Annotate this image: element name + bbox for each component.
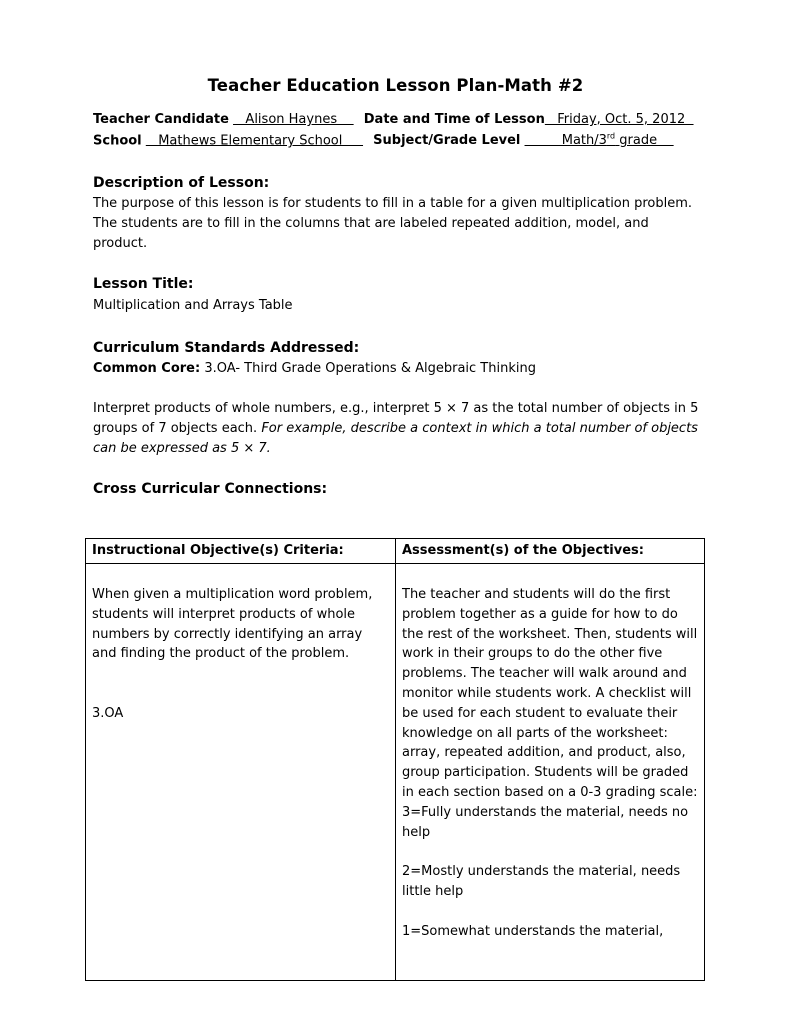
document-title: Teacher Education Lesson Plan-Math #2 <box>207 76 584 95</box>
assessment-header: Assessment(s) of the Objectives: <box>396 539 705 564</box>
objectives-table <box>85 538 705 981</box>
grade-ordinal-suffix: rd <box>606 132 616 141</box>
lesson-title-text: Multiplication and Arrays Table <box>93 298 293 313</box>
objective-text: When given a multiplication word problem, students will interpret products of whole numbers by correctly identifying an array and finding the product of the problem. <box>92 587 373 662</box>
interpret-example: For example, describe a context in which a total number of objects can be expressed as 5 × 7. <box>93 420 698 456</box>
objectives-body-row <box>86 564 705 981</box>
description-text: The purpose of this lesson is for students to fill in a table for a given multiplication problem. The students are to fill in the columns that are labeled repeated addition, model, and product. <box>93 196 693 251</box>
objectives-header-row <box>86 539 705 564</box>
common-core-line <box>93 359 703 379</box>
assessment-cell <box>396 564 705 981</box>
subject-grade-value <box>525 133 674 148</box>
objective-standard-code: 3.OA <box>92 705 124 721</box>
teacher-candidate-value: Alison Haynes <box>233 112 354 127</box>
teacher-date-row <box>93 112 694 127</box>
common-core-text: 3.OA- Third Grade Operations & Algebraic Thinking <box>200 361 536 376</box>
objectives-criteria-cell <box>86 564 396 981</box>
standards-heading: Curriculum Standards Addressed: <box>93 340 360 356</box>
common-core-label: Common Core: <box>93 361 201 376</box>
date-time-value: Friday, Oct. 5, 2012 <box>544 112 694 127</box>
grading-scale-1: 1=Somewhat understands the material, <box>402 923 664 939</box>
teacher-candidate-label: Teacher Candidate <box>93 112 229 127</box>
cross-curricular-heading: Cross Curricular Connections: <box>93 481 328 497</box>
school-subject-row <box>93 132 674 148</box>
objectives-criteria-header: Instructional Objective(s) Criteria: <box>86 539 396 564</box>
subject-grade-text: Math/3 <box>524 133 607 149</box>
interpret-paragraph <box>93 399 703 458</box>
school-label: School <box>93 133 142 149</box>
school-value: Mathews Elementary School <box>145 133 364 149</box>
date-time-label: Date and Time of Lesson <box>363 112 545 127</box>
subject-grade-label: Subject/Grade Level <box>373 133 521 149</box>
lesson-title-heading: Lesson Title: <box>93 276 194 292</box>
interpret-text: Interpret products of whole numbers, e.g., interpret 5 × 7 as the total number of objects in 5 groups of 7 objects each. <box>93 401 699 436</box>
subject-grade-text-end: grade <box>615 133 674 149</box>
description-heading: Description of Lesson: <box>93 175 270 191</box>
grading-scale-2: 2=Mostly understands the material, needs little help <box>402 864 681 899</box>
assessment-text: The teacher and students will do the first problem together as a guide for how to do the rest of the worksheet. Then, students will work in their groups to do the other five problems. The teacher will walk around and monitor while students work. A checklist will be used for each student to evaluate their knowledge on all parts of the worksheet: array, repeated addition, and product, also, group participation. Students will be graded in each section based on a 0-3 grading scale: <box>402 587 698 800</box>
grading-scale-3: 3=Fully understands the material, needs no help <box>402 804 689 840</box>
